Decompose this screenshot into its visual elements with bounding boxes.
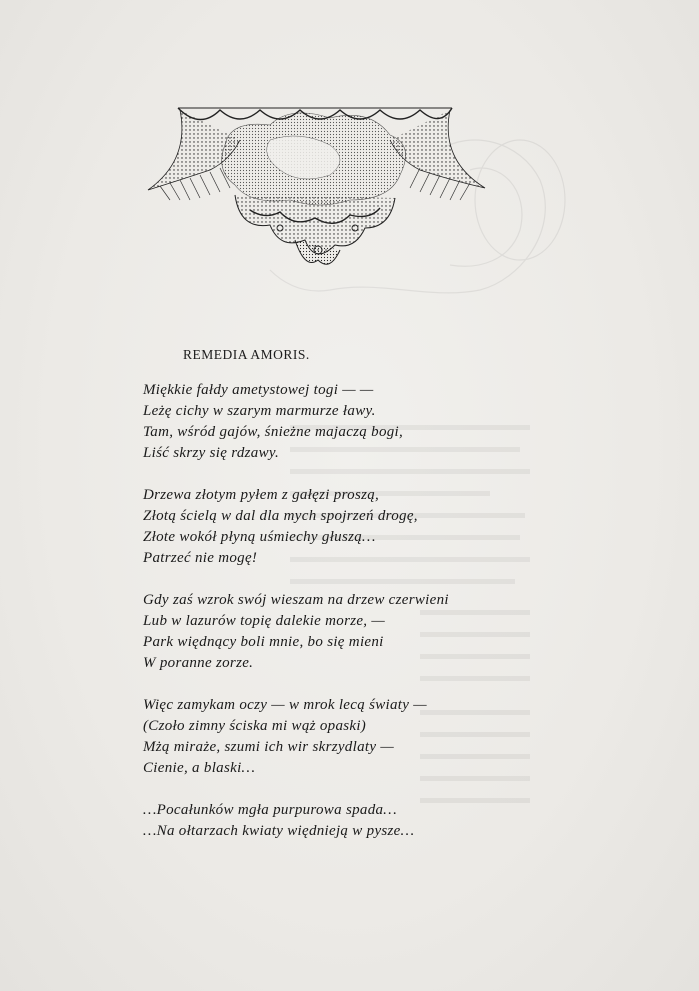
poem-line: Tam, wśród gajów, śnieżne majaczą bogi, bbox=[143, 424, 404, 440]
poem-line: …Pocałunków mgła purpurowa spada… bbox=[143, 802, 397, 818]
poem-line: Leżę cichy w szarym marmurze ławy. bbox=[143, 403, 376, 419]
poem-line: W poranne zorze. bbox=[143, 655, 254, 671]
stanza bbox=[143, 590, 523, 674]
poem-body bbox=[143, 380, 523, 863]
poem-line: Złote wokół płyną uśmiechy głuszą… bbox=[143, 529, 376, 545]
poem-line: Gdy zaś wzrok swój wieszam na drzew czerwieni bbox=[143, 592, 449, 608]
poem-line: Lub w lazurów topię dalekie morze, — bbox=[143, 613, 386, 629]
lace-vignette-ornament bbox=[140, 100, 490, 280]
poem-line: …Na ołtarzach kwiaty więdnieją w pysze… bbox=[143, 823, 415, 839]
stanza bbox=[143, 485, 523, 569]
poem-line: Patrzeć nie mogę! bbox=[143, 550, 258, 566]
stanza bbox=[143, 380, 523, 464]
stanza bbox=[143, 800, 523, 842]
poem-line: Miękkie fałdy ametystowej togi — — bbox=[143, 382, 374, 398]
poem-title: REMEDIA AMORIS. bbox=[183, 347, 310, 362]
stanza bbox=[143, 695, 523, 779]
poem-line: Liść skrzy się rdzawy. bbox=[143, 445, 280, 461]
poem-line: Cienie, a blaski… bbox=[143, 760, 256, 776]
poem-line: Więc zamykam oczy — w mrok lecą światy — bbox=[143, 697, 427, 713]
poem-line: Drzewa złotym pyłem z gałęzi proszą, bbox=[143, 487, 380, 503]
poem-line: Park więdnący boli mnie, bo się mieni bbox=[143, 634, 384, 650]
poem-line: (Czoło zimny ściska mi wąż opaski) bbox=[143, 718, 367, 734]
poem-line: Mżą miraże, szumi ich wir skrzydlaty — bbox=[143, 739, 394, 755]
poem-line: Złotą ścielą w dal dla mych spojrzeń drogę, bbox=[143, 508, 418, 524]
